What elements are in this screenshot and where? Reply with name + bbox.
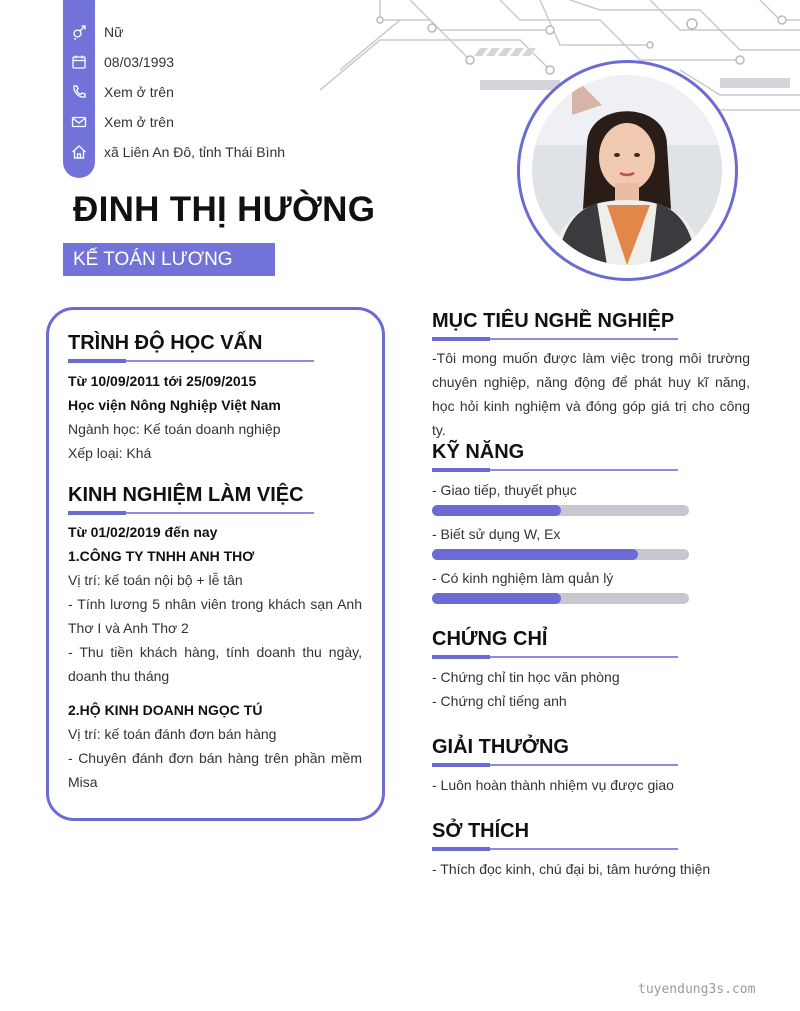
skill-bar-fill-3 [432, 593, 561, 604]
education-title: TRÌNH ĐỘ HỌC VẤN [68, 332, 263, 354]
education-grade: Xếp loại: Khá [68, 445, 152, 461]
mail-icon [63, 107, 95, 137]
calendar-icon [63, 47, 95, 77]
job1-duty-2: - Thu tiền khách hàng, tính doanh thu ngày, doanh thu tháng [68, 644, 362, 684]
contact-phone [63, 77, 174, 107]
phone-value: Xem ở trên [104, 84, 174, 100]
education-period: Từ 10/09/2011 tới 25/09/2015 [68, 373, 257, 389]
hobby-item-1: - Thích đọc kinh, chú đại bi, tâm hướng thiện [432, 861, 711, 877]
education-school: Học viện Nông Nghiệp Việt Nam [68, 397, 281, 413]
awards-title: GIẢI THƯỞNG [432, 736, 569, 758]
experience-title: KINH NGHIỆM LÀM VIỆC [68, 484, 304, 506]
award-item-1: - Luôn hoàn thành nhiệm vụ được giao [432, 777, 674, 793]
certificate-item-1: - Chứng chỉ tin học văn phòng [432, 669, 620, 685]
contact-email [63, 107, 174, 137]
home-icon [63, 137, 95, 167]
phone-icon [63, 77, 95, 107]
skill-label-3: - Có kinh nghiệm làm quản lý [432, 570, 614, 586]
skill-label-1: - Giao tiếp, thuyết phục [432, 482, 577, 498]
email-value: Xem ở trên [104, 114, 174, 130]
skill-bar-2 [432, 549, 689, 560]
certificate-item-2: - Chứng chỉ tiếng anh [432, 693, 567, 709]
objective-title: MỤC TIÊU NGHỀ NGHIỆP [432, 310, 675, 332]
job1-duty-1: - Tính lương 5 nhân viên trong khách sạn Anh Thơ I và Anh Thơ 2 [68, 596, 362, 636]
certificates-underline [432, 656, 678, 658]
gender-icon [63, 17, 95, 47]
avatar [532, 75, 722, 265]
birthday-value: 08/03/1993 [104, 54, 175, 70]
contact-address [63, 137, 285, 167]
skill-bar-fill-1 [432, 505, 561, 516]
hobbies-underline [432, 848, 678, 850]
skills-title: KỸ NĂNG [432, 441, 525, 463]
skill-bar-fill-2 [432, 549, 638, 560]
job2-company: 2.HỘ KINH DOANH NGỌC TÚ [68, 702, 263, 718]
job1-company: 1.CÔNG TY TNHH ANH THƠ [68, 548, 255, 564]
skill-bar-1 [432, 505, 689, 516]
skill-bar-3 [432, 593, 689, 604]
job2-duty-1: - Chuyên đánh đơn bán hàng trên phần mềm Misa [68, 750, 362, 790]
job-title-badge: KẾ TOÁN LƯƠNG [63, 243, 275, 276]
awards-underline [432, 764, 678, 766]
contact-gender [63, 17, 123, 47]
hobbies-title: SỞ THÍCH [432, 820, 530, 842]
skill-label-2: - Biết sử dụng W, Ex [432, 526, 561, 542]
gender-value: Nữ [104, 24, 124, 40]
watermark: tuyendung3s.com [638, 982, 756, 997]
experience-underline [68, 512, 314, 514]
certificates-title: CHỨNG CHỈ [432, 628, 548, 650]
skills-underline [432, 469, 678, 471]
education-major: Ngành học: Kế toán doanh nghiệp [68, 421, 281, 437]
candidate-name: ĐINH THỊ HƯỜNG [73, 190, 376, 229]
address-value: xã Liên An Đô, tỉnh Thái Bình [104, 144, 286, 160]
contact-birthday [63, 47, 174, 77]
experience-period: Từ 01/02/2019 đến nay [68, 524, 218, 540]
objective-text: -Tôi mong muốn được làm việc trong môi trường chuyên nghiệp, năng động để phát huy kĩ năng, học hỏi kinh nghiệm và đóng góp giá trị cho công ty. [432, 350, 750, 438]
education-underline [68, 360, 314, 362]
job1-position: Vị trí: kế toán nội bộ + lễ tân [68, 572, 243, 588]
objective-underline [432, 338, 678, 340]
job2-position: Vị trí: kế toán đánh đơn bán hàng [68, 726, 277, 742]
